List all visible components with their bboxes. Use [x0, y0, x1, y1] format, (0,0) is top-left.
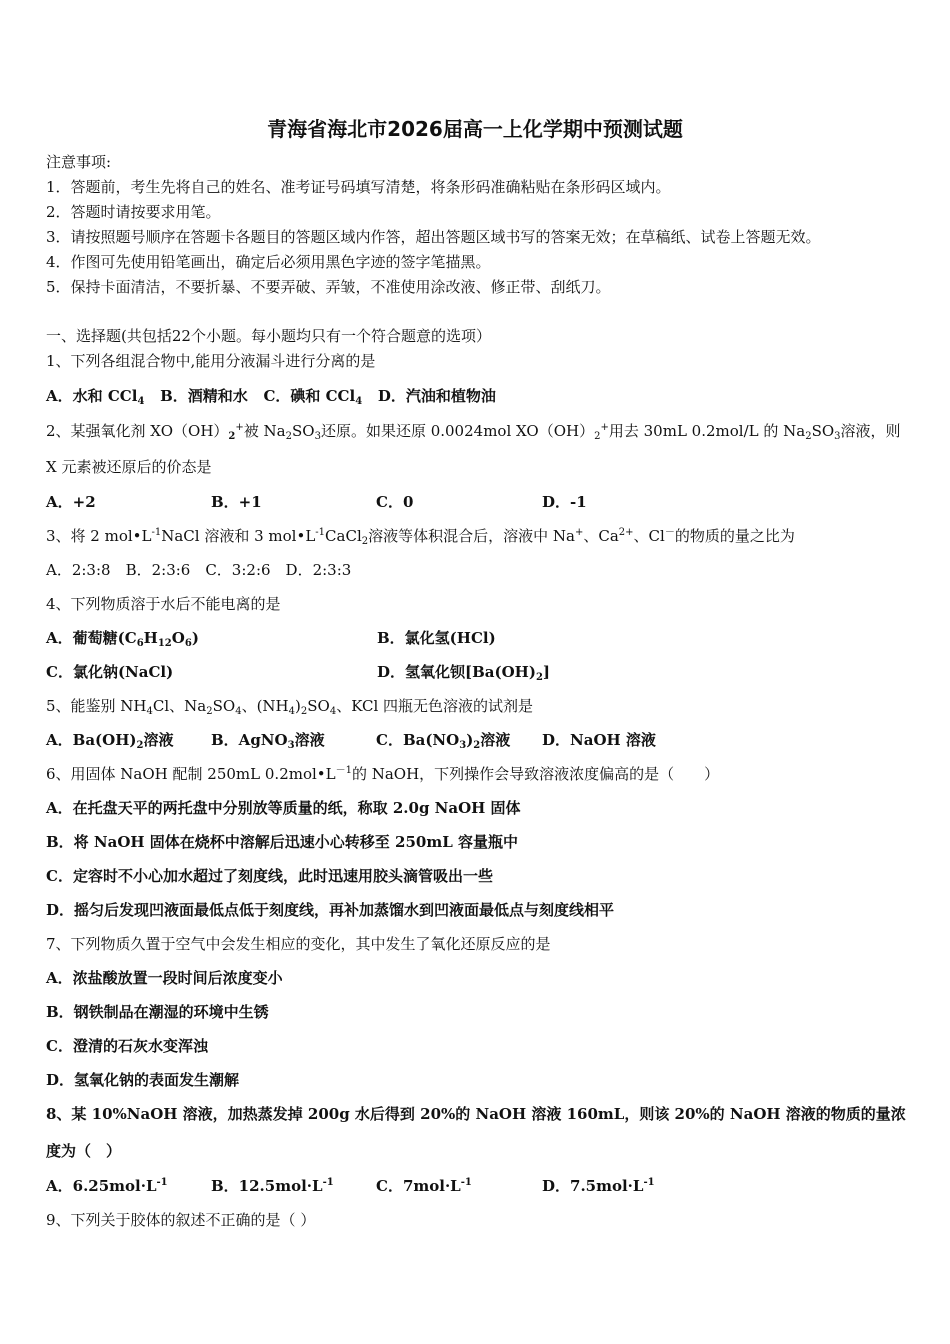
question-1-stem: 1、下列各组混合物中,能用分液漏斗进行分离的是 [46, 352, 376, 370]
option-a: A．水和 CCl$_4$ [46, 387, 145, 407]
option-b: B．AgNO$_3$溶液 [211, 731, 325, 751]
notice-heading: 注意事项: [46, 153, 112, 171]
option-b: B．酒精和水 [160, 387, 248, 405]
page-title: 青海省海北市2026届高一上化学期中预测试题 [267, 117, 683, 141]
question-8-options [46, 1176, 655, 1196]
option-a: A．$Ba(OH)_2$溶液 [46, 731, 174, 751]
option-a: A．浓盐酸放置一段时间后浓度变小 [46, 969, 283, 987]
option-d: D．氢氧化钠的表面发生潮解 [46, 1071, 240, 1089]
option-b: B．氯化氢(HCl) [377, 629, 496, 647]
option-b: B．将 NaOH 固体在烧杯中溶解后迅速小心转移至 250mL 容量瓶中 [46, 833, 518, 851]
question-7-stem: 7、下列物质久置于空气中会发生相应的变化，其中发生了氧化还原反应的是 [46, 935, 551, 953]
option-d: D．氢氧化钡$[Ba(OH)_2]$ [377, 663, 551, 683]
notice-item: 4．作图可先使用铅笔画出，确定后必须用黑色字迹的签字笔描黑。 [46, 253, 491, 271]
notice-item: 3．请按照题号顺序在答题卡各题目的答题区域内作答，超出答题区域书写的答案无效；在草稿纸、试卷上答题无效。 [46, 228, 821, 246]
question-3-options: A．2:3:8 B．2:3:6 C．3:2:6 D．2:3:3 [46, 561, 352, 579]
question-5-stem: 5、能鉴别 $NH_4Cl$、$Na_2SO_4$、$(NH_4)_2SO_4$、KCl 四瓶无色溶液的试剂是 [46, 697, 534, 717]
option-d: D．$7.5mol\cdot L^{-1}$ [542, 1177, 655, 1195]
option-c: C．澄清的石灰水变浑浊 [46, 1037, 208, 1055]
option-d: D．汽油和植物油 [377, 387, 496, 405]
question-5-options [46, 730, 656, 750]
option-a: A．+2 [46, 493, 96, 511]
question-4-options-row1 [46, 628, 496, 648]
section-heading: 一、选择题(共包括22个小题。每小题均只有一个符合题意的选项） [46, 327, 491, 345]
option-a: A．葡萄糖$(C_6H_{12}O_6)$ [46, 629, 199, 649]
option-a: A．在托盘天平的两托盘中分别放等质量的纸，称取 2.0g NaOH 固体 [46, 799, 521, 817]
option-b: B．钢铁制品在潮湿的环境中生锈 [46, 1003, 269, 1021]
question-3-stem: 3、将 2 $mol•L^{-1}NaCl$ 溶液和 3 $mol•L^{-1}CaCl_2$溶液等体积混合后，溶液中 Na+、$Ca^{2+}$、Cl－的物质的量之比为 [46, 527, 795, 547]
option-c: C．碘和 CCl$_4$ [263, 387, 363, 407]
option-b: B．+1 [211, 493, 262, 511]
option-d: D．摇匀后发现凹液面最低点低于刻度线，再补加蒸馏水到凹液面最低点与刻度线相平 [46, 901, 615, 919]
notice-item: 1．答题前，考生先将自己的姓名、准考证号码填写清楚，将条形码准确粘贴在条形码区域内。 [46, 178, 671, 196]
notice-item: 5．保持卡面清洁，不要折暴、不要弄破、弄皱，不准使用涂改液、修正带、刮纸刀。 [46, 278, 611, 296]
question-1-options [46, 386, 496, 406]
option-b: B．$12.5mol\cdot L^{-1}$ [211, 1177, 334, 1195]
option-c: C．0 [376, 493, 414, 511]
question-2-stem-line2: X 元素被还原后的价态是 [46, 458, 212, 476]
question-8-stem: 8、某 10%NaOH 溶液，加热蒸发掉 200g 水后得到 20%的 NaOH 溶液 160mL，则该 20%的 NaOH 溶液的物质的量浓 [46, 1105, 906, 1123]
option-c: C．氯化钠(NaCl) [46, 663, 174, 681]
notice-item: 2．答题时请按要求用笔。 [46, 203, 221, 221]
question-8-stem-line2: 度为（ ） [46, 1142, 122, 1160]
question-2-options [46, 492, 587, 512]
option-a: A．$6.25mol\cdot L^{-1}$ [46, 1177, 168, 1195]
option-d: D．NaOH 溶液 [542, 731, 656, 749]
question-4-options-row2 [46, 662, 550, 682]
option-d: D．-1 [542, 493, 587, 511]
option-c: C．定容时不小心加水超过了刻度线，此时迅速用胶头滴管吸出一些 [46, 867, 493, 885]
question-6-stem: 6、用固体 NaOH 配制 250mL $0.2mol•L^{-1}$的 NaOH，下列操作会导致溶液浓度偏高的是（ ） [46, 765, 720, 783]
question-2-stem: 2、某强氧化剂 $XO(OH)_2^+$被 $Na_2SO_3$还原。如果还原 0.0024mol $XO(OH)_2^+$用去 30mL 0.2mol/L 的 $Na_2SO_3$溶液，则 [46, 422, 901, 442]
option-c: C．$7mol\cdot L^{-1}$ [376, 1177, 472, 1195]
question-4-stem: 4、下列物质溶于水后不能电离的是 [46, 595, 281, 613]
question-9-stem: 9、下列关于胶体的叙述不正确的是（ ） [46, 1211, 316, 1229]
option-c: C．$Ba(NO_3)_2$溶液 [376, 731, 511, 751]
